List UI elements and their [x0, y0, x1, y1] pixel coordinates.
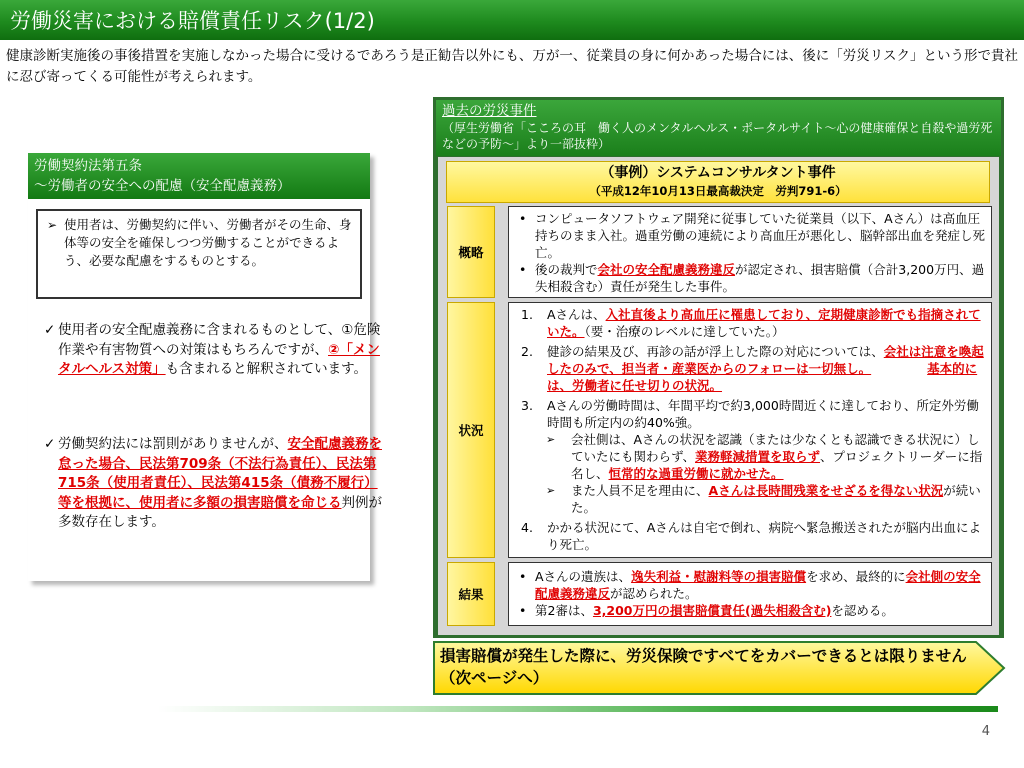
item-number: 4. [521, 520, 533, 535]
item-number: 3. [521, 398, 533, 413]
highlight-text: 会社側の安全配慮義務違反 [535, 569, 981, 601]
highlight-text: 業務軽減措置を取らず [695, 449, 821, 464]
bullet-icon: • [519, 603, 527, 618]
case-title-box [446, 161, 990, 203]
summary-item-1 [509, 210, 991, 261]
situation-item-2 [509, 343, 991, 394]
situation-text: 会社側は、Aさんの状況を認識（または少なくとも認識できる状況に）していたにも関わらず、 [571, 432, 980, 464]
situation-subitem-1 [509, 431, 991, 482]
law-header [28, 153, 370, 199]
summary-text: コンピュータソフトウェア開発に従事していた従業員（以下、Aさん）は高血圧持ちのまま入社。過重労働の連続により高血圧が悪化し、脳幹部出血を発症し死亡。 [535, 211, 986, 260]
law-header-subtitle: ～労働者の安全への配慮（安全配慮義務） [34, 178, 291, 194]
situation-text: また人員不足を理由に、 [571, 483, 709, 498]
highlight-text: ②「メンタルヘルス対策」 [58, 341, 380, 377]
bullet-icon: • [519, 569, 527, 584]
label-situation: 状況 [447, 302, 495, 558]
situation-text: かかる状況にて、Aさんは自宅で倒れ、病院へ緊急搬送されたが脳内出血により死亡。 [547, 520, 982, 552]
bullet-icon: • [519, 211, 527, 226]
situation-item-4 [509, 519, 991, 553]
highlight-text: 入社直後より高血圧に罹患しており、定期健康診断でも指摘されていた。 [547, 307, 981, 339]
callout-text: 損害賠償が発生した際に、労災保険ですべてをカバーできるとは限りません（次ページへ） [440, 647, 967, 687]
case-header [436, 100, 1001, 156]
result-text: を求め、最終的に [806, 569, 906, 584]
law-quote-box [36, 209, 362, 299]
summary-item-2 [509, 261, 991, 295]
situation-subitem-2 [509, 482, 991, 516]
item-number: 1. [521, 307, 533, 322]
result-text: 第2審は、 [535, 603, 593, 618]
situation-text: Aさんは、 [547, 307, 606, 322]
highlight-text: 3,200万円の損害賠償責任(過失相殺含む) [592, 603, 832, 618]
situation-box [508, 302, 992, 558]
explanation-text: 使用者の安全配慮義務に含まれるものとして、①危険作業や有害物質への対策はもちろんですが、 [58, 322, 381, 358]
callout-arrow [432, 640, 1006, 696]
explanation-text: 判例が多数存在します。 [58, 494, 382, 530]
explanation-text: も含まれると解釈されています。 [165, 361, 368, 377]
highlight-text: 逸失利益・慰謝料等の損害賠償 [631, 569, 807, 584]
result-text: が認められた。 [610, 586, 698, 601]
situation-text: 健診の結果及び、再診の話が浮上した際の対応については、 [547, 344, 884, 359]
situation-item-3 [509, 397, 991, 431]
situation-text: （要・治療のレベルに達していた。） [584, 324, 785, 339]
law-quote-text: 使用者は、労働契約に伴い、労働者がその生命、身体等の安全を確保しつつ労働することができるよう、必要な配慮をするものとする。 [64, 217, 352, 268]
result-text: を認める。 [831, 603, 894, 618]
explanation-text: 労働契約法には罰則がありませんが、 [58, 436, 288, 452]
summary-box [508, 206, 992, 298]
case-subtitle: （平成12年10月13日最高裁決定 労判791-6） [589, 184, 847, 198]
law-header-title: 労働契約法第五条 [34, 158, 142, 174]
arrow-bullet-icon: ➢ [546, 484, 556, 497]
situation-text: が続いた。 [571, 483, 981, 515]
result-box [508, 562, 992, 626]
item-number: 2. [521, 344, 533, 359]
result-item-1 [509, 568, 991, 602]
bullet-icon: • [519, 262, 527, 277]
label-summary: 概略 [447, 206, 495, 298]
explanation-item-1 [36, 321, 384, 380]
checkmark-icon: ✓ [44, 322, 56, 338]
case-source: （厚生労働省「こころの耳 働く人のメンタルヘルス・ポータルサイト～心の健康確保と自殺や過労死などの予防～」より一部抜粋） [442, 121, 993, 151]
title-bar [0, 0, 1024, 40]
summary-text: 後の裁判で [535, 262, 598, 277]
arrow-bullet-icon: ➢ [47, 218, 58, 232]
law-panel [28, 153, 382, 581]
case-title: （事例）システムコンサルタント事件 [600, 165, 836, 181]
highlight-text: 会社の安全配慮義務違反 [597, 262, 736, 277]
intro-text: 健康診断実施後の事後措置を実施しなかった場合に受けるであろう是正勧告以外にも、万が一、従業員の身に何かあった場合には、後に「労災リスク」という形で貴社に忍び寄ってくる可能性が考えられます。 [6, 48, 1018, 85]
highlight-text: 基本的には、労働者に任せ切りの状況。 [547, 361, 978, 393]
page-number: 4 [981, 724, 990, 739]
page-title: 労働災害における賠償責任リスク(1/2) [10, 9, 375, 33]
summary-text: が認定され、損害賠償（合計3,200万円、過失相殺含む）責任が発生した事件。 [535, 262, 985, 294]
situation-item-1 [509, 306, 991, 340]
arrow-bullet-icon: ➢ [546, 433, 556, 446]
highlight-text: 会社は注意を喚起したのみで、担当者・産業医からのフォローは一切無し。 [547, 344, 984, 376]
footer-divider [158, 706, 998, 712]
highlight-text: 恒常的な過重労働に就かせた。 [608, 466, 784, 481]
highlight-text: 安全配慮義務を怠った場合、民法第709条（不法行為責任）、民法第715条（使用者責任）、民法第415条（債務不履行）等を根拠に、使用者に多額の損害賠償を命じる [58, 436, 382, 511]
explanation-item-2 [36, 435, 384, 533]
result-text: Aさんの遺族は、 [535, 569, 632, 584]
label-result: 結果 [447, 562, 495, 626]
checkmark-icon: ✓ [44, 436, 56, 452]
result-item-2 [509, 602, 991, 619]
highlight-text: Aさんは長時間残業をせざるを得ない状況 [708, 483, 944, 498]
situation-text: Aさんの労働時間は、年間平均で約3,000時間近くに達しており、所定外労働時間も所定内の約40%強。 [547, 398, 979, 430]
case-header-title: 過去の労災事件 [442, 103, 537, 119]
situation-text: 、プロジェクトリーダーに指名し、 [571, 449, 983, 481]
